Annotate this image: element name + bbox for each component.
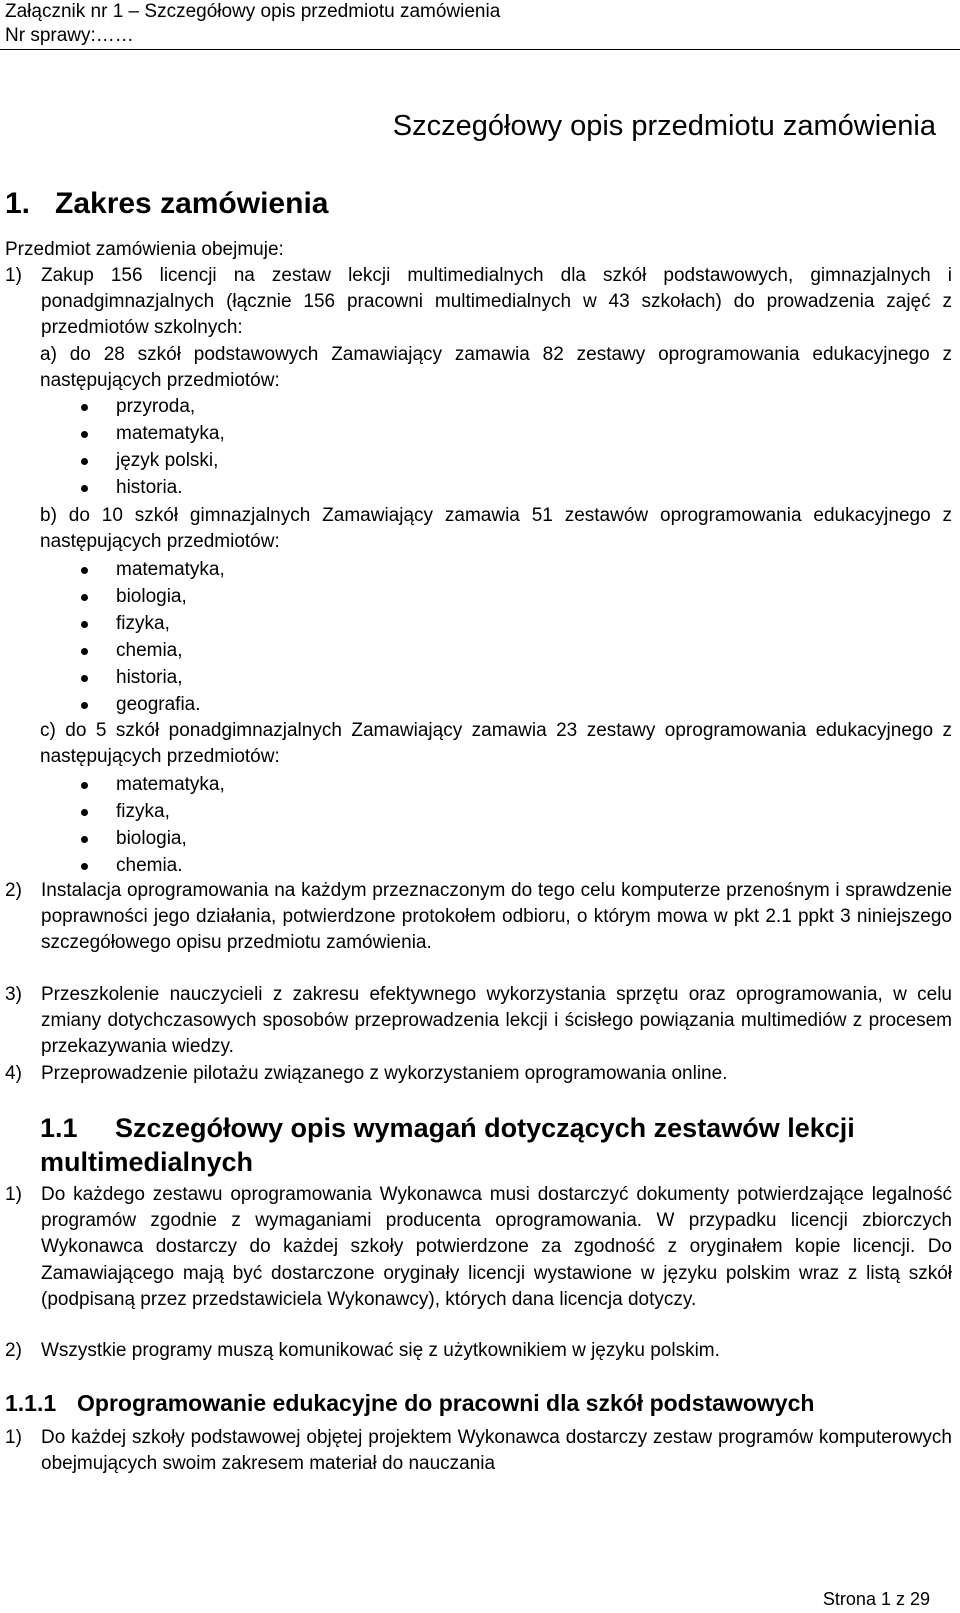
list-item-number: 2) [5,1340,22,1361]
section-1-1-title: Szczegółowy opis wymagań dotyczących zestawów lekcji multimedialnych [40,1113,855,1177]
section-1-1-1-heading [5,1388,952,1418]
sub-item-text: do 28 szkół podstawowych Zamawiający zamawia 82 zestawy oprogramowania edukacyjnego z następujących przedmiotów: [40,344,952,392]
bullet-item: fizyka, [80,799,225,826]
section-1-1-1-title: Oprogramowanie edukacyjne do pracowni dla szkół podstawowych [77,1390,815,1416]
section-1-intro: Przedmiot zamówienia obejmuje: [5,239,284,260]
list-item-text: Zakup 156 licencji na zestaw lekcji multimedialnych dla szkół podstawowych, gimnazjalnych i ponadgimnazjalnych (łącznie 156 pracowni multimedialnych w 43 szkołach) do prowadzenia zajęć z przedmiotów szkolnych: [41,265,952,339]
list-item [5,1425,952,1477]
bullet-list-a [80,394,225,502]
bullet-item: matematyka, [80,557,225,584]
list-item-text: Do każdego zestawu oprogramowania Wykonawca musi dostarczyć dokumenty potwierdzające legalność programów zgodnie z wymaganiami producenta oprogramowania. W przypadku licencji zbiorczych Wykonawca dostarczy do każdej szkoły potwierdzone za zgodność z oryginałem kopie licencji. Do Zamawiającego mają być dostarczone oryginały licencji wystawione w języku polskim wraz z listą szkół (podpisaną przez przedstawiciela Wykonawcy), których dana licencja dotyczy. [41,1184,952,1310]
list-item-text: Do każdej szkoły podstawowej objętej projektem Wykonawca dostarczy zestaw programów komputerowych obejmujących swoim zakresem materiał do nauczania [41,1427,952,1475]
list-item [5,1182,952,1313]
sub-item-letter: a) [40,344,57,365]
sub-item-c [40,718,952,770]
section-1-number: 1. [5,187,31,220]
list-item [5,1338,952,1364]
list-item-text: Przeprowadzenie pilotażu związanego z wykorzystaniem oprogramowania online. [41,1063,728,1084]
list-item-number: 1) [5,1427,22,1448]
list-item-text: Wszystkie programy muszą komunikować się z użytkownikiem w języku polskim. [41,1340,720,1361]
list-item [5,878,952,957]
bullet-item: historia. [80,475,225,502]
list-item-text: Instalacja oprogramowania na każdym przeznaczonym do tego celu komputerze przenośnym i sprawdzenie poprawności jego działania, potwierdzone protokołem odbioru, o którym mowa w pkt 2.1 ppkt 3 niniejszego szczegółowego opisu przedmiotu zamówienia. [41,880,952,954]
bullet-item: chemia. [80,853,225,880]
sub-item-text: do 10 szkół gimnazjalnych Zamawiający zamawia 51 zestawów oprogramowania edukacyjnego z następujących przedmiotów: [40,505,952,553]
bullet-item: matematyka, [80,772,225,799]
list-item-number: 2) [5,880,22,901]
section-1-title: Zakres zamówienia [55,187,329,220]
list-item-number: 1) [5,265,22,286]
bullet-item: matematyka, [80,421,225,448]
section-1-heading [5,185,328,223]
bullet-item: geografia. [80,692,225,719]
bullet-item: przyroda, [80,394,225,421]
bullet-item: język polski, [80,448,225,475]
list-item [5,982,952,1061]
bullet-item: chemia, [80,638,225,665]
list-item-number: 1) [5,1184,22,1205]
bullet-list-c [80,772,225,880]
header-divider [0,49,960,50]
sub-item-a [40,342,952,394]
header-annex-line: Załącznik nr 1 – Szczegółowy opis przedmiotu zamówienia [5,1,501,22]
section-1-1-1-number: 1.1.1 [5,1390,57,1416]
page-number: Strona 1 z 29 [822,1589,930,1609]
bullet-item: fizyka, [80,611,225,638]
list-item [5,1061,952,1087]
sub-item-text: do 5 szkół ponadgimnazjalnych Zamawiający zamawia 23 zestawy oprogramowania edukacyjnego z następujących przedmiotów: [40,720,953,768]
list-item-number: 4) [5,1063,22,1084]
list-item-number: 3) [5,984,22,1005]
sub-item-b [40,503,952,555]
list-item-text: Przeszkolenie nauczycieli z zakresu efektywnego wykorzystania sprzętu oraz oprogramowania, w celu zmiany dotychczasowych sposobów przeprowadzenia lekcji i ścisłego powiązania multimediów z procesem przekazywania wiedzy. [41,984,952,1058]
bullet-item: biologia, [80,826,225,853]
bullet-list-b [80,557,225,718]
list-item [5,263,952,342]
section-1-1-heading [40,1111,952,1179]
section-1-1-number: 1.1 [40,1113,78,1143]
bullet-item: biologia, [80,584,225,611]
bullet-item: historia, [80,665,225,692]
header-case-number: Nr sprawy:…… [5,25,134,46]
sub-item-letter: c) [40,720,56,741]
document-title: Szczegółowy opis przedmiotu zamówienia [392,110,936,142]
sub-item-letter: b) [40,505,57,526]
